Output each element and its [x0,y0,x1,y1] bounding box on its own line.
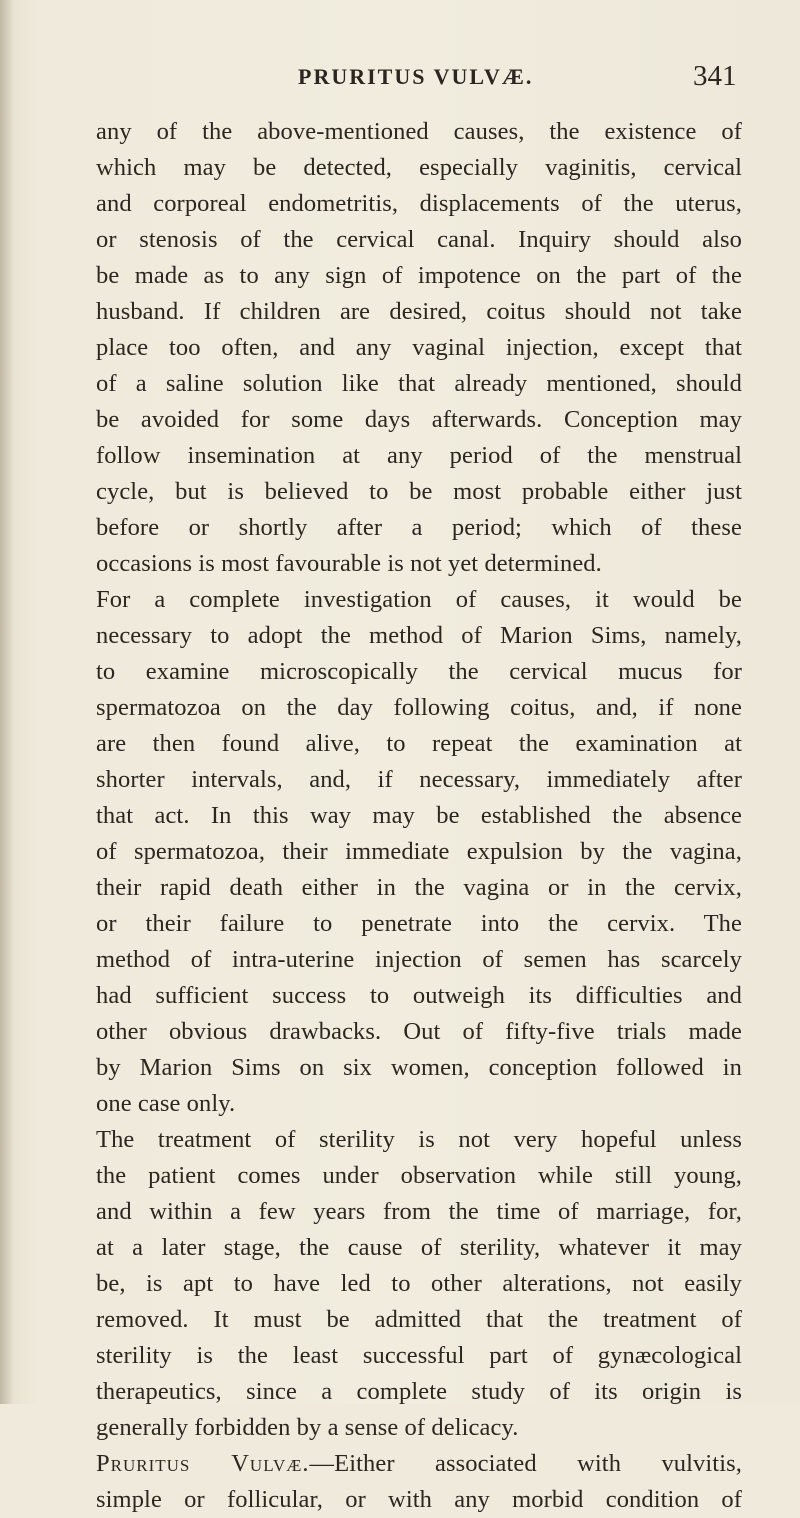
text-line: that act. In this way may be established the absence [96,802,742,829]
running-title: PRURITUS VULVÆ. [298,64,534,89]
text-line: and within a few years from the time of marriage, for, [96,1198,742,1225]
text-line: occasions is most favourable is not yet determined. [96,550,602,577]
text-body [96,114,742,1518]
text-line: and corporeal endometritis, displacements of the uterus, [96,190,742,217]
text-line: be, is apt to have led to other alterations, not easily [96,1270,742,1297]
text-line: cycle, but is believed to be most probable either just [96,478,742,505]
text-line: place too often, and any vaginal injection, except that [96,334,742,361]
text-line: shorter intervals, and, if necessary, immediately after [96,766,742,793]
text-line: of a saline solution like that already mentioned, should [96,370,742,397]
text-line: The treatment of sterility is not very hopeful unless [96,1126,742,1153]
text-line: of spermatozoa, their immediate expulsion by the vagina, [96,838,742,865]
text-line: their rapid death either in the vagina or in the cervix, [96,874,742,901]
text-line: before or shortly after a period; which of these [96,514,742,541]
text-line: method of intra-uterine injection of semen has scarcely [96,946,742,973]
text-line: by Marion Sims on six women, conception followed in [96,1054,742,1081]
running-head [0,60,800,100]
text-line: spermatozoa on the day following coitus, and, if none [96,694,742,721]
text-line: the patient comes under observation while still young, [96,1162,742,1189]
text-line: at a later stage, the cause of sterility, whatever it may [96,1234,742,1261]
text-line: to examine microscopically the cervical mucus for [96,658,742,685]
text-line: For a complete investigation of causes, it would be [96,586,742,613]
section-lead-rest: —Either associated with vulvitis, [309,1450,742,1477]
text-line: or stenosis of the cervical canal. Inquiry should also [96,226,742,253]
text-line: removed. It must be admitted that the treatment of [96,1306,742,1333]
section-lead-in: Pruritus Vulvæ. [96,1450,310,1477]
text-line: or their failure to penetrate into the cervix. The [96,910,742,937]
text-line: other obvious drawbacks. Out of fifty-five trials made [96,1018,742,1045]
text-line: be made as to any sign of impotence on the part of the [96,262,742,289]
text-line: husband. If children are desired, coitus should not take [96,298,742,325]
text-line: one case only. [96,1090,236,1117]
text-line: sterility is the least successful part of gynæcological [96,1342,742,1369]
text-line: had sufficient success to outweigh its difficulties and [96,982,742,1009]
text-line: necessary to adopt the method of Marion Sims, namely, [96,622,742,649]
text-line [96,1446,742,1482]
page-number: 341 [693,60,737,92]
text-line: generally forbidden by a sense of delicacy. [96,1414,519,1441]
text-line: be avoided for some days afterwards. Conception may [96,406,742,433]
text-line: which may be detected, especially vaginitis, cervical [96,154,742,181]
text-line: are then found alive, to repeat the examination at [96,730,742,757]
text-line: any of the above-mentioned causes, the existence of [96,118,742,145]
text-line: follow insemination at any period of the menstrual [96,442,742,469]
text-line: therapeutics, since a complete study of its origin is [96,1378,742,1405]
binding-shadow [0,0,14,1404]
text-line: simple or follicular, or with any morbid condition of [96,1486,742,1513]
